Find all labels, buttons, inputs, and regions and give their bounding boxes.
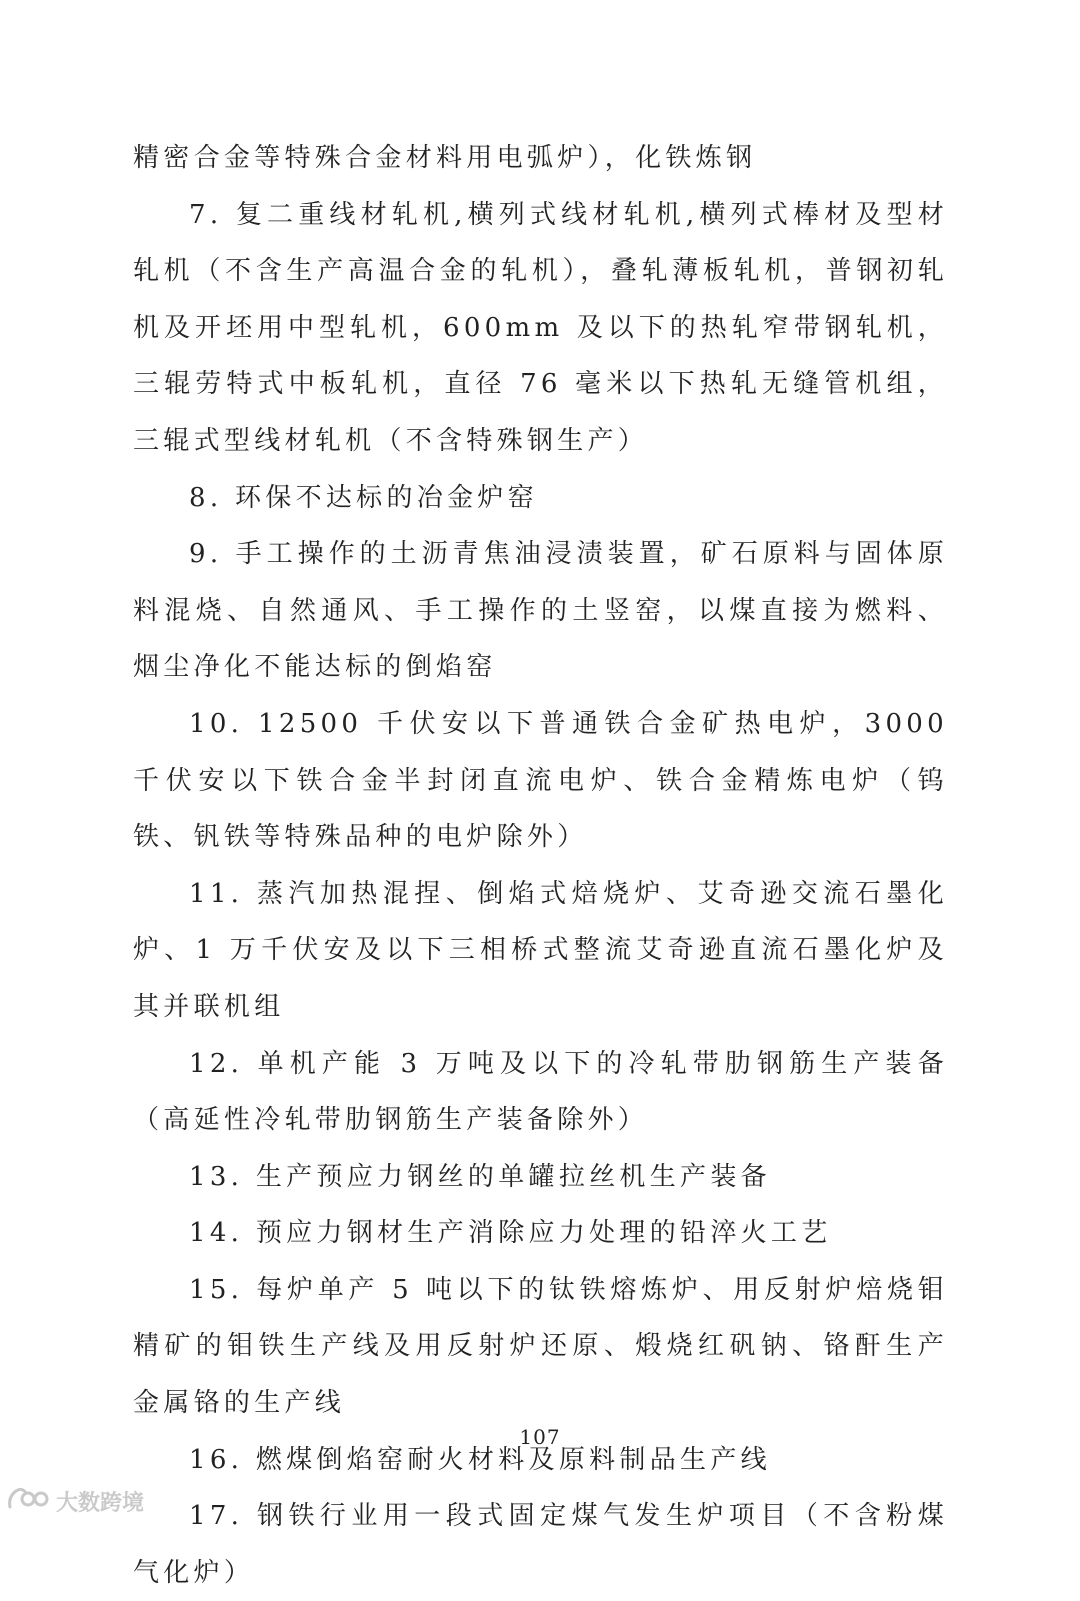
paragraph-1: 精密合金等特殊合金材料用电弧炉），化铁炼钢	[133, 143, 757, 173]
paragraph-11: 16. 燃煤倒焰窑耐火材料及原料制品生产线	[189, 1444, 771, 1475]
paragraph-6: 11. 蒸汽加热混捏、倒焰式焙烧炉、艾奇逊交流石墨化炉、1 万千伏安及以下三相桥式整流艾奇逊直流石墨化炉及其并联机组	[133, 878, 948, 1022]
paragraph-2: 7. 复二重线材轧机,横列式线材轧机,横列式棒材及型材轧机（不含生产高温合金的轧机），叠轧薄板轧机，普钢初轧机及开坯用中型轧机，600mm 及以下的热轧窄带钢轧机，三辊劳特式中板轧机，直径 76 毫米以下热轧无缝管机组，三辊式型线材轧机（不含特殊钢生产）	[133, 199, 948, 456]
watermark	[6, 1485, 144, 1517]
paragraph-7: 12. 单机产能 3 万吨及以下的冷轧带肋钢筋生产装备（高延性冷轧带肋钢筋生产装备除外）	[133, 1048, 948, 1136]
document-body	[133, 130, 948, 1601]
watermark-text: 大数跨境	[56, 1490, 145, 1516]
paragraph-5: 10. 12500 千伏安以下普通铁合金矿热电炉，3000 千伏安以下铁合金半封闭直流电炉、铁合金精炼电炉（钨铁、钒铁等特殊品种的电炉除外）	[133, 708, 948, 853]
paragraph-4: 9. 手工操作的土沥青焦油浸渍装置，矿石原料与固体原料混烧、自然通风、手工操作的土竖窑，以煤直接为燃料、烟尘净化不能达标的倒焰窑	[133, 539, 948, 683]
logo-icon	[6, 1485, 56, 1517]
paragraph-10: 15. 每炉单产 5 吨以下的钛铁熔炼炉、用反射炉焙烧钼精矿的钼铁生产线及用反射炉还原、煅烧红矾钠、铬酐生产金属铬的生产线	[133, 1274, 948, 1419]
paragraph-8: 13. 生产预应力钢丝的单罐拉丝机生产装备	[189, 1161, 771, 1192]
paragraph-12: 17. 钢铁行业用一段式固定煤气发生炉项目（不含粉煤气化炉）	[133, 1501, 948, 1588]
paragraph-9: 14. 预应力钢材生产消除应力处理的铅淬火工艺	[189, 1218, 832, 1249]
page-number: 107	[519, 1425, 561, 1449]
paragraph-3: 8. 环保不达标的冶金炉窑	[189, 482, 538, 513]
